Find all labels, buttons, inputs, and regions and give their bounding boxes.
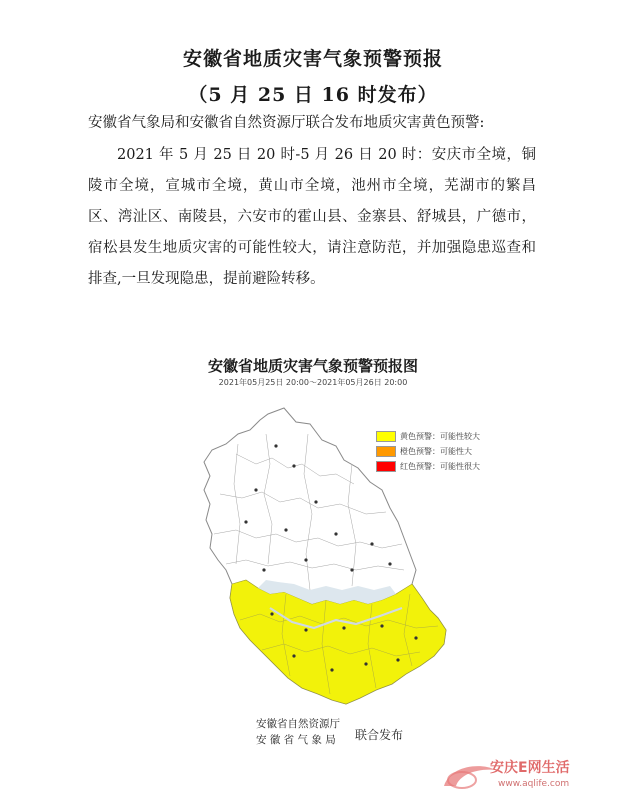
issuer-2: 安 徽 省 气 象 局 <box>256 734 336 746</box>
province-map <box>176 394 506 714</box>
legend-label: 红色预警：可能性很大 <box>400 462 480 471</box>
page-subtitle: （5 月 25 日 16 时发布） <box>188 84 438 106</box>
legend-yellow <box>376 431 480 442</box>
intro-paragraph: 安徽省气象局和安徽省自然资源厅联合发布地质灾害黄色预警: <box>88 115 485 131</box>
page-title: 安徽省地质灾害气象预警预报 <box>182 48 443 70</box>
legend-swatch-yellow <box>376 431 396 442</box>
issuer-1: 安徽省自然资源厅 <box>256 718 340 730</box>
watermark-name: 安庆E网生活 <box>490 760 570 776</box>
joint-release: 联合发布 <box>355 728 404 742</box>
legend-label: 橙色预警：可能性大 <box>400 447 472 456</box>
watermark-url: www.aqlife.com <box>498 779 570 789</box>
legend-swatch-orange <box>376 446 396 457</box>
body-paragraph: 2021 年 5 月 25 日 20 时-5 月 26 日 20 时：安庆市全境，铜陵市全境，宣城市全境，黄山市全境，池州市全境，芜湖市的繁昌区、湾沚区、南陵县，六安市的霍山县、金寨县、舒城县，广德市，宿松县发生地质灾害的可能性较大，请注意防范，并加强隐患巡查和排查,一旦发现隐患，提前避险转移。 <box>88 147 536 287</box>
legend-orange <box>376 446 472 457</box>
map-title: 安徽省地质灾害气象预警预报图 <box>207 357 418 375</box>
swoosh-icon <box>444 766 496 786</box>
issuer-block <box>256 716 340 748</box>
legend-label: 黄色预警：可能性较大 <box>400 432 480 441</box>
legend-red <box>376 461 480 472</box>
legend-swatch-red <box>376 461 396 472</box>
map-period: 2021年05月25日 20:00～2021年05月26日 20:00 <box>218 378 408 387</box>
